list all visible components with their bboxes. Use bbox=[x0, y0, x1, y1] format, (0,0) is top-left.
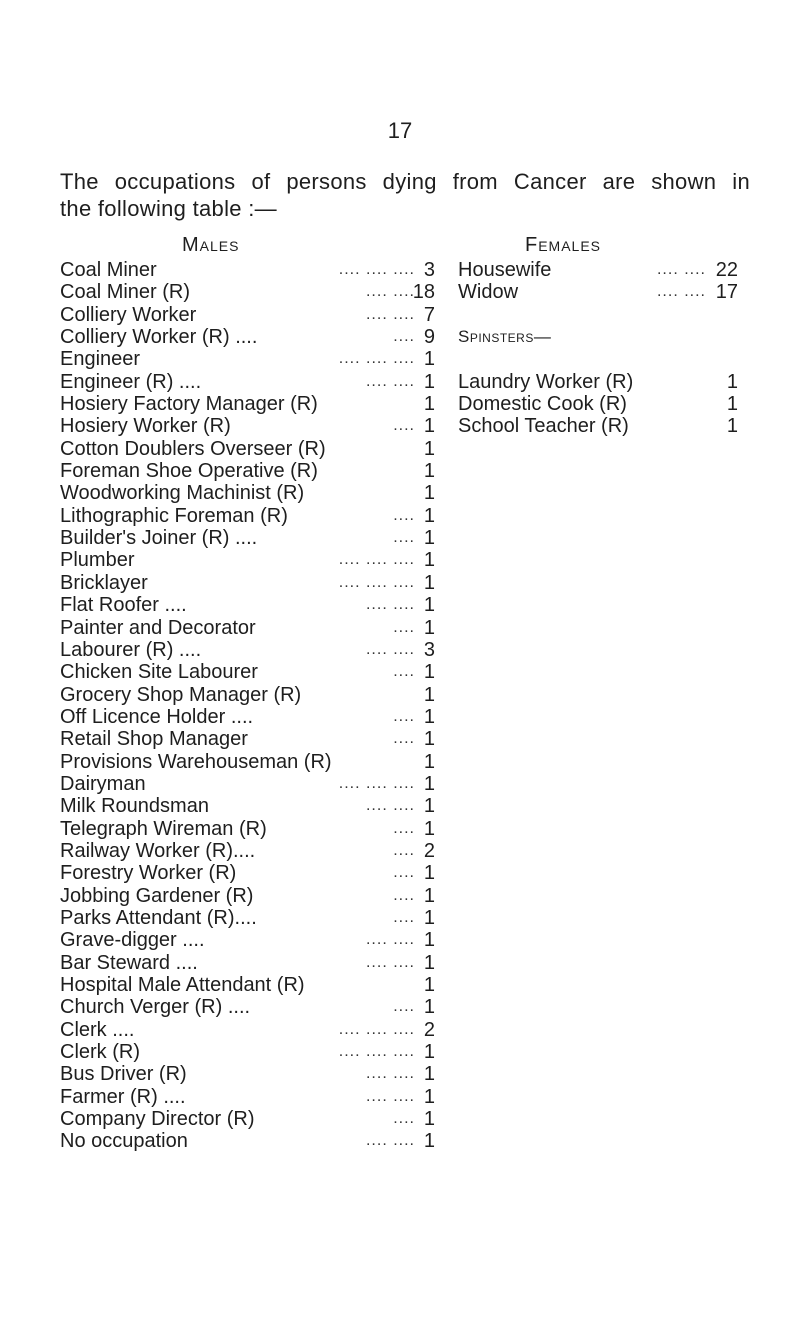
males-death-count: 1 bbox=[423, 795, 435, 818]
males-occupation-label: Grocery Shop Manager (R) bbox=[60, 683, 302, 706]
females-death-count: 1 bbox=[726, 415, 738, 438]
males-row bbox=[60, 706, 435, 728]
females-occupation-label: Domestic Cook (R) bbox=[458, 393, 627, 416]
females-leader-dots: .... .... bbox=[656, 283, 706, 301]
males-leader-dots: .... .... bbox=[365, 640, 415, 658]
males-leader-dots: .... .... .... bbox=[338, 551, 415, 569]
males-leader-dots: .... bbox=[393, 841, 415, 859]
males-row bbox=[60, 281, 435, 303]
males-occupation-label: Railway Worker (R).... bbox=[60, 839, 256, 862]
males-leader-dots: .... .... bbox=[365, 953, 415, 971]
males-death-count: 1 bbox=[423, 1041, 435, 1064]
males-row bbox=[60, 1063, 435, 1085]
males-occupation-label: Grave-digger .... bbox=[60, 929, 205, 952]
males-row bbox=[60, 393, 435, 415]
males-death-count: 1 bbox=[423, 504, 435, 527]
males-row bbox=[60, 348, 435, 370]
males-occupation-label: Lithographic Foreman (R) bbox=[60, 504, 288, 527]
males-occupation-label: Jobbing Gardener (R) bbox=[60, 884, 254, 907]
males-occupation-label: Retail Shop Manager bbox=[60, 728, 248, 751]
males-row bbox=[60, 1019, 435, 1041]
males-death-count: 1 bbox=[423, 482, 435, 505]
females-row bbox=[458, 281, 738, 303]
males-death-count: 1 bbox=[423, 705, 435, 728]
males-occupation-label: Painter and Decorator bbox=[60, 616, 256, 639]
males-row bbox=[60, 438, 435, 460]
females-occupation-label: Laundry Worker (R) bbox=[458, 370, 634, 393]
males-leader-dots: .... .... bbox=[365, 1132, 415, 1150]
males-death-count: 1 bbox=[423, 862, 435, 885]
males-row bbox=[60, 862, 435, 884]
males-occupation-label: Engineer bbox=[60, 348, 141, 371]
males-death-count: 1 bbox=[423, 728, 435, 751]
males-occupation-label: Engineer (R) .... bbox=[60, 370, 202, 393]
males-row bbox=[60, 996, 435, 1018]
males-death-count: 1 bbox=[423, 683, 435, 706]
males-occupation-label: Hospital Male Attendant (R) bbox=[60, 974, 305, 996]
males-death-count: 1 bbox=[423, 348, 435, 371]
males-occupation-label: Plumber bbox=[60, 549, 135, 572]
males-occupation-label: Farmer (R) .... bbox=[60, 1085, 186, 1108]
males-occupation-label: Church Verger (R) .... bbox=[60, 996, 251, 1019]
females-subheading: Spinsters— bbox=[458, 327, 552, 347]
males-leader-dots: .... .... bbox=[365, 797, 415, 815]
males-death-count: 1 bbox=[423, 1130, 435, 1153]
males-death-count: 1 bbox=[423, 549, 435, 572]
males-death-count: 1 bbox=[423, 437, 435, 460]
males-leader-dots: .... .... bbox=[365, 283, 415, 301]
males-row bbox=[60, 728, 435, 750]
males-leader-dots: .... bbox=[393, 506, 415, 524]
females-row bbox=[458, 415, 738, 437]
males-occupation-label: Milk Roundsman bbox=[60, 795, 209, 818]
males-occupation-list bbox=[60, 259, 435, 1153]
males-row bbox=[60, 795, 435, 817]
females-death-count: 17 bbox=[715, 281, 738, 304]
males-occupation-label: Foreman Shoe Operative (R) bbox=[60, 460, 318, 483]
males-death-count: 1 bbox=[423, 415, 435, 438]
males-occupation-label: Forestry Worker (R) bbox=[60, 862, 237, 885]
males-death-count: 1 bbox=[423, 370, 435, 393]
males-death-count: 3 bbox=[423, 638, 435, 661]
males-occupation-label: Clerk .... bbox=[60, 1018, 135, 1041]
males-leader-dots: .... .... .... bbox=[338, 350, 415, 368]
males-leader-dots: .... bbox=[393, 886, 415, 904]
males-row bbox=[60, 1041, 435, 1063]
females-row bbox=[458, 326, 738, 348]
females-death-count: 22 bbox=[715, 259, 738, 281]
males-death-count: 2 bbox=[423, 839, 435, 862]
males-occupation-label: Parks Attendant (R).... bbox=[60, 906, 257, 929]
males-death-count: 1 bbox=[423, 906, 435, 929]
males-row bbox=[60, 594, 435, 616]
males-row bbox=[60, 304, 435, 326]
males-death-count: 7 bbox=[423, 303, 435, 326]
males-death-count: 1 bbox=[423, 951, 435, 974]
males-death-count: 1 bbox=[423, 772, 435, 795]
males-leader-dots: .... bbox=[393, 730, 415, 748]
males-row bbox=[60, 259, 435, 281]
males-row bbox=[60, 684, 435, 706]
females-row bbox=[458, 348, 738, 370]
males-leader-dots: .... bbox=[393, 819, 415, 837]
males-death-count: 9 bbox=[423, 326, 435, 349]
page-number: 17 bbox=[387, 118, 413, 143]
males-row bbox=[60, 751, 435, 773]
males-row bbox=[60, 661, 435, 683]
males-row bbox=[60, 326, 435, 348]
males-row bbox=[60, 572, 435, 594]
females-row bbox=[458, 259, 738, 281]
males-death-count: 1 bbox=[423, 571, 435, 594]
males-occupation-label: Coal Miner (R) bbox=[60, 281, 191, 304]
males-leader-dots: .... .... bbox=[365, 931, 415, 949]
males-occupation-label: Bus Driver (R) bbox=[60, 1063, 187, 1086]
males-leader-dots: .... bbox=[393, 864, 415, 882]
males-death-count: 18 bbox=[412, 281, 435, 304]
males-death-count: 1 bbox=[423, 750, 435, 773]
females-occupation-label: School Teacher (R) bbox=[458, 415, 629, 438]
intro-line-2: the following table :— bbox=[60, 196, 277, 221]
males-occupation-label: Company Director (R) bbox=[60, 1108, 255, 1131]
males-occupation-label: Chicken Site Labourer bbox=[60, 661, 258, 684]
males-occupation-label: Labourer (R) .... bbox=[60, 638, 202, 661]
males-death-count: 1 bbox=[423, 393, 435, 416]
males-occupation-label: Colliery Worker bbox=[60, 303, 197, 326]
males-leader-dots: .... .... bbox=[365, 305, 415, 323]
males-occupation-label: Coal Miner bbox=[60, 259, 157, 281]
males-row bbox=[60, 818, 435, 840]
males-occupation-label: Telegraph Wireman (R) bbox=[60, 817, 267, 840]
females-leader-dots: .... .... bbox=[656, 261, 706, 278]
males-death-count: 1 bbox=[423, 1108, 435, 1131]
males-occupation-label: No occupation bbox=[60, 1130, 188, 1153]
females-occupation-label: Housewife bbox=[458, 259, 552, 281]
males-heading: Males bbox=[182, 234, 240, 256]
females-death-count: 1 bbox=[726, 370, 738, 393]
males-occupation-label: Dairyman bbox=[60, 772, 146, 795]
males-occupation-label: Colliery Worker (R) .... bbox=[60, 326, 258, 349]
males-death-count: 1 bbox=[423, 527, 435, 550]
males-leader-dots: .... bbox=[393, 328, 415, 346]
males-occupation-label: Hosiery Worker (R) bbox=[60, 415, 231, 438]
males-occupation-label: Off Licence Holder .... bbox=[60, 705, 254, 728]
males-row bbox=[60, 773, 435, 795]
males-row bbox=[60, 929, 435, 951]
males-row bbox=[60, 1130, 435, 1152]
females-row bbox=[458, 304, 738, 326]
males-death-count: 1 bbox=[423, 817, 435, 840]
males-death-count: 1 bbox=[423, 974, 435, 996]
males-row bbox=[60, 639, 435, 661]
males-leader-dots: .... bbox=[393, 908, 415, 926]
males-row bbox=[60, 1086, 435, 1108]
males-death-count: 1 bbox=[423, 884, 435, 907]
males-leader-dots: .... .... .... bbox=[338, 1043, 415, 1061]
males-death-count: 1 bbox=[423, 1085, 435, 1108]
males-leader-dots: .... bbox=[393, 1110, 415, 1128]
males-leader-dots: .... .... .... bbox=[338, 1020, 415, 1038]
males-death-count: 1 bbox=[423, 460, 435, 483]
females-row bbox=[458, 393, 738, 415]
males-death-count: 1 bbox=[423, 1063, 435, 1086]
males-row bbox=[60, 907, 435, 929]
males-leader-dots: .... bbox=[393, 998, 415, 1016]
intro-line-1: The occupations of persons dying from Cancer are shown in bbox=[60, 169, 750, 194]
males-death-count: 1 bbox=[423, 996, 435, 1019]
males-occupation-label: Clerk (R) bbox=[60, 1041, 140, 1064]
males-leader-dots: .... bbox=[393, 529, 415, 547]
males-leader-dots: .... .... bbox=[365, 1065, 415, 1083]
males-occupation-label: Bar Steward .... bbox=[60, 951, 198, 974]
males-row bbox=[60, 617, 435, 639]
males-occupation-label: Provisions Warehouseman (R) bbox=[60, 750, 332, 773]
males-leader-dots: .... .... .... bbox=[338, 774, 415, 792]
males-death-count: 1 bbox=[423, 661, 435, 684]
males-death-count: 2 bbox=[423, 1018, 435, 1041]
males-row bbox=[60, 505, 435, 527]
females-heading: Females bbox=[525, 234, 602, 256]
males-row bbox=[60, 952, 435, 974]
males-death-count: 1 bbox=[423, 616, 435, 639]
males-leader-dots: .... .... bbox=[365, 596, 415, 614]
males-leader-dots: .... bbox=[393, 618, 415, 636]
males-occupation-label: Hosiery Factory Manager (R) bbox=[60, 393, 318, 416]
males-row bbox=[60, 527, 435, 549]
intro-paragraph bbox=[60, 168, 750, 222]
males-row bbox=[60, 840, 435, 862]
males-leader-dots: .... bbox=[393, 663, 415, 681]
males-row bbox=[60, 371, 435, 393]
males-leader-dots: .... bbox=[393, 417, 415, 435]
males-death-count: 3 bbox=[423, 259, 435, 281]
females-occupation-list bbox=[458, 259, 738, 438]
females-occupation-label: Widow bbox=[458, 281, 519, 304]
females-death-count: 1 bbox=[726, 393, 738, 416]
males-leader-dots: .... .... .... bbox=[338, 573, 415, 591]
males-occupation-label: Flat Roofer .... bbox=[60, 594, 187, 617]
males-row bbox=[60, 885, 435, 907]
females-row bbox=[458, 371, 738, 393]
males-occupation-label: Bricklayer bbox=[60, 571, 148, 594]
males-row bbox=[60, 482, 435, 504]
males-leader-dots: .... .... .... bbox=[338, 261, 415, 278]
males-occupation-label: Cotton Doublers Overseer (R) bbox=[60, 437, 326, 460]
males-death-count: 1 bbox=[423, 929, 435, 952]
males-row bbox=[60, 460, 435, 482]
males-row bbox=[60, 1108, 435, 1130]
males-death-count: 1 bbox=[423, 594, 435, 617]
males-row bbox=[60, 415, 435, 437]
males-leader-dots: .... .... bbox=[365, 1087, 415, 1105]
males-occupation-label: Woodworking Machinist (R) bbox=[60, 482, 305, 505]
males-occupation-label: Builder's Joiner (R) .... bbox=[60, 527, 258, 550]
males-row bbox=[60, 549, 435, 571]
males-leader-dots: .... bbox=[393, 707, 415, 725]
males-leader-dots: .... .... bbox=[365, 372, 415, 390]
males-row bbox=[60, 974, 435, 996]
